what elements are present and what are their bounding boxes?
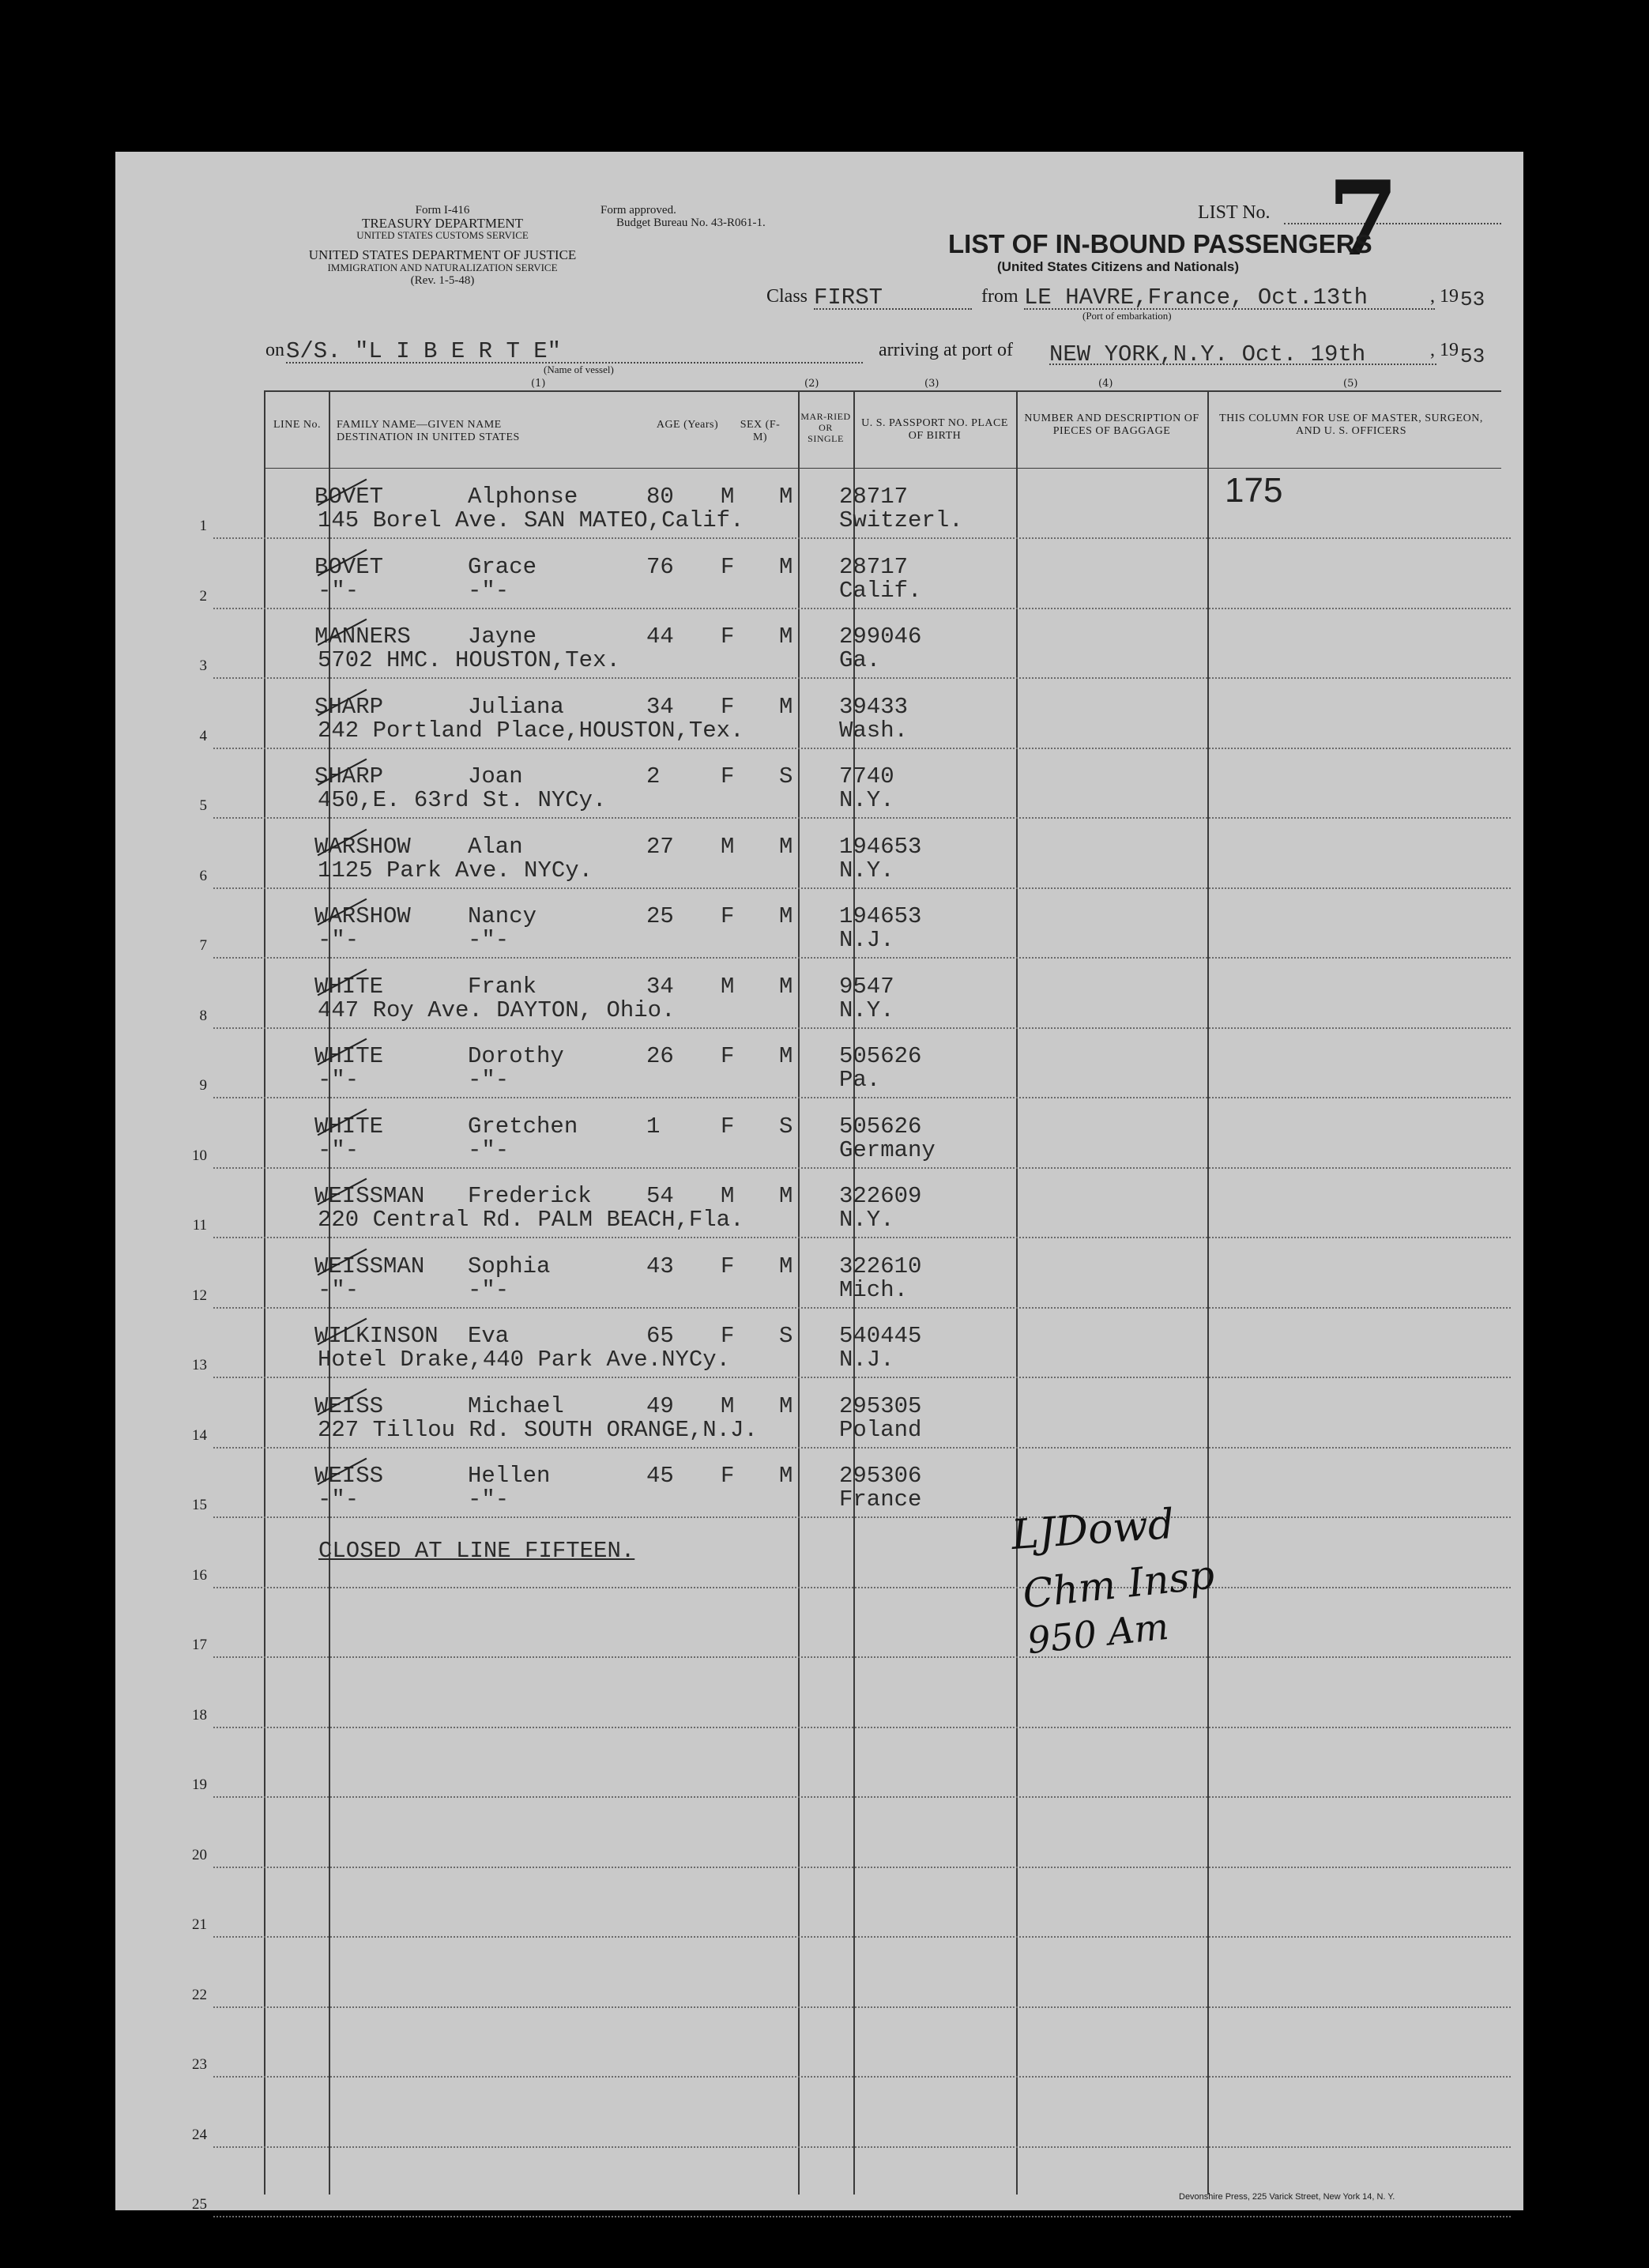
age: 65 [646,1323,674,1349]
place-of-birth: Calif. [839,577,922,604]
passport-number: 295306 [839,1463,922,1489]
line-number: 25 [192,2196,207,2213]
class-line [814,308,972,310]
marital-status: S [779,763,793,789]
ins-service: IMMIGRATION AND NATURALIZATION SERVICE [327,262,558,273]
family-name: WEISS [314,1392,384,1419]
destination: 227 Tillou Rd. SOUTH ORANGE,N.J. [318,1416,758,1443]
age: 34 [646,973,674,1000]
col-number-5: (5) [1343,378,1358,390]
marital-status: M [779,833,793,860]
family-name: WEISSMAN [314,1183,425,1209]
row-rule [213,677,1511,680]
place-of-birth: Mich. [839,1276,909,1303]
line-number: 11 [192,1217,207,1234]
line-number: 5 [199,797,207,814]
sex: F [721,1253,735,1279]
marital-status: M [779,1463,793,1489]
age: 27 [646,833,674,860]
table-top-border [264,390,1501,392]
line-number: 12 [192,1287,207,1304]
row-rule [213,2216,1511,2218]
place-of-birth: N.Y. [839,787,894,813]
year-value-2: 53 [1460,345,1485,368]
header-bottom-border [264,468,1501,469]
vessel-caption: (Name of vessel) [544,364,614,375]
family-name: WHITE [314,1113,384,1140]
sex: F [721,1463,735,1489]
passport-number: 194653 [839,903,922,929]
passport-number: 505626 [839,1043,922,1069]
given-name: Alan [468,833,523,860]
age: 26 [646,1043,674,1069]
family-name: SHARP [314,763,384,789]
vessel-value: S/S. "L I B E R T E" [286,338,562,364]
marital-status: M [779,693,793,720]
age: 45 [646,1463,674,1489]
sex: F [721,1043,735,1069]
on-label: on [265,340,284,360]
marital-status: M [779,1253,793,1279]
year-label-1: , 19 [1430,286,1459,307]
row-rule [213,2146,1511,2149]
header-sex: SEX (F-M) [740,419,781,443]
closed-note: CLOSED AT LINE FIFTEEN. [318,1538,635,1564]
given-name: Joan [468,763,523,789]
marital-status: M [779,1043,793,1069]
destination: 220 Central Rd. PALM BEACH,Fla. [318,1207,744,1233]
arriving-value: NEW YORK,N.Y. Oct. 19th [1049,341,1366,367]
line-number: 19 [192,1776,207,1793]
line-number: 22 [192,1986,207,2003]
row-rule [213,1936,1511,1938]
family-name: MANNERS [314,624,411,650]
line-number: 3 [199,657,207,674]
year-value-1: 53 [1460,288,1485,311]
family-name: WHITE [314,973,384,1000]
line-number: 15 [192,1497,207,1513]
row-rule [213,957,1511,959]
row-rule [213,608,1511,610]
destination: -"- [318,1276,360,1303]
row-rule [213,1727,1511,1729]
line-number: 6 [199,867,207,884]
line-number: 9 [199,1077,207,1094]
destination-ditto: -"- [468,1136,510,1163]
given-name: Grace [468,553,537,580]
row-rule [213,887,1511,890]
header-baggage: NUMBER AND DESCRIPTION OF PIECES OF BAGGAGE [1024,413,1199,437]
marital-status: M [779,553,793,580]
baggage-col-divider [1016,390,1018,2195]
passport-number: 28717 [839,484,909,510]
row-rule [213,1796,1511,1799]
col-number-4: (4) [1098,378,1113,390]
place-of-birth: France [839,1486,922,1513]
line-number: 7 [199,937,207,954]
arriving-line [1049,364,1436,365]
family-name: SHARP [314,693,384,720]
age: 80 [646,484,674,510]
sex: M [721,833,735,860]
age: 44 [646,624,674,650]
row-rule [213,1587,1511,1589]
line-number: 23 [192,2056,207,2073]
age: 76 [646,553,674,580]
destination-ditto: -"- [468,1276,510,1303]
passport-number: 39433 [839,693,909,720]
place-of-birth: Poland [839,1416,922,1443]
given-name: Sophia [468,1253,551,1279]
family-name: WARSHOW [314,833,411,860]
sex: F [721,553,735,580]
passport-number: 505626 [839,1113,922,1140]
line-number: 16 [192,1566,207,1584]
row-rule [213,1027,1511,1030]
class-label: Class [766,286,808,307]
from-label: from [981,286,1018,307]
header-age: AGE (Years) [656,419,719,431]
place-of-birth: N.J. [839,1347,894,1373]
page-title: LIST OF IN-BOUND PASSENGERS [948,229,1372,258]
given-name: Jayne [468,624,537,650]
destination-ditto: -"- [468,577,510,604]
row-rule [213,1516,1511,1519]
header-line-no: LINE No. [273,419,321,431]
year-label-2: , 19 [1430,340,1459,360]
destination: -"- [318,1136,360,1163]
marital-status: M [779,1183,793,1209]
signature-title: Chm Insp [1020,1551,1217,1618]
marital-status: S [779,1113,793,1140]
destination: 145 Borel Ave. SAN MATEO,Calif. [318,507,744,533]
place-of-birth: Germany [839,1136,936,1163]
sex: F [721,1113,735,1140]
married-col-divider-left [798,390,800,2195]
row-rule [213,1167,1511,1170]
line-number: 2 [199,587,207,605]
marital-status: M [779,484,793,510]
sex: F [721,693,735,720]
given-name: Hellen [468,1463,551,1489]
marital-status: M [779,624,793,650]
place-of-birth: Switzerl. [839,507,963,533]
given-name: Nancy [468,903,537,929]
header-married: MAR-RIED OR SINGLE [800,411,851,444]
row-rule [213,2076,1511,2078]
passport-number: 540445 [839,1323,922,1349]
place-of-birth: N.Y. [839,996,894,1023]
place-of-birth: N.Y. [839,1207,894,1233]
marital-status: S [779,1323,793,1349]
age: 25 [646,903,674,929]
signature-name: LJDowd [1010,1500,1177,1560]
place-of-birth: N.Y. [839,857,894,883]
place-of-birth: Ga. [839,647,881,673]
family-name: WILKINSON [314,1323,439,1349]
sex: F [721,624,735,650]
age: 1 [646,1113,661,1140]
destination: 447 Roy Ave. DAYTON, Ohio. [318,996,676,1023]
line-number: 21 [192,1916,207,1933]
line-number: 18 [192,1706,207,1724]
age: 2 [646,763,661,789]
destination-ditto: -"- [468,1067,510,1093]
row-rule [213,1097,1511,1099]
passport-number: 299046 [839,624,922,650]
row-rule [213,1377,1511,1379]
line-number: 8 [199,1007,207,1024]
destination: Hotel Drake,440 Park Ave.NYCy. [318,1347,731,1373]
line-number: 4 [199,727,207,744]
family-name: WARSHOW [314,903,411,929]
row-rule [213,748,1511,750]
passport-number: 7740 [839,763,894,789]
passport-number: 295305 [839,1392,922,1419]
marital-status: M [779,973,793,1000]
line-number: 17 [192,1637,207,1653]
destination: 5702 HMC. HOUSTON,Tex. [318,647,620,673]
officer-mark: 175 [1225,471,1283,510]
given-name: Juliana [468,693,564,720]
family-name: WEISSMAN [314,1253,425,1279]
sex: F [721,763,735,789]
place-of-birth: Wash. [839,717,909,744]
manifest-page [115,152,1523,2210]
line-number: 14 [192,1426,207,1444]
destination: -"- [318,927,360,953]
row-rule [213,1867,1511,1869]
header-passport: U. S. PASSPORT NO. PLACE OF BIRTH [861,417,1008,442]
table-left-border [264,390,265,2195]
header-name: FAMILY NAME—GIVEN NAME [337,419,502,431]
destination: 242 Portland Place,HOUSTON,Tex. [318,717,744,744]
line-number: 24 [192,2126,207,2143]
row-rule [213,817,1511,819]
signature-time: 950 Am [1025,1604,1171,1663]
header-destination: DESTINATION IN UNITED STATES [337,431,520,443]
officers-col-divider [1207,390,1209,2195]
line-number: 13 [192,1357,207,1373]
passport-number: 194653 [839,833,922,860]
port-embark-caption: (Port of embarkation) [1082,310,1172,322]
destination: 450,E. 63rd St. NYCy. [318,787,607,813]
row-rule [213,2006,1511,2009]
sex: M [721,484,735,510]
sex: F [721,903,735,929]
destination: -"- [318,1486,360,1513]
passport-number: 322610 [839,1253,922,1279]
passport-number: 322609 [839,1183,922,1209]
header-officers: THIS COLUMN FOR USE OF MASTER, SURGEON, AND U. S. OFFICERS [1219,413,1483,437]
family-name: BOVET [314,484,384,510]
destination: 1125 Park Ave. NYCy. [318,857,593,883]
marital-status: M [779,1392,793,1419]
col-number-1: (1) [531,378,546,390]
printer-footer: Devonshire Press, 225 Varick Street, New York 14, N. Y. [1179,2192,1395,2202]
revision: (Rev. 1-5-48) [410,274,475,287]
budget-bureau: Budget Bureau No. 43-R061-1. [616,217,766,229]
destination-ditto: -"- [468,927,510,953]
marital-status: M [779,903,793,929]
family-name: WEISS [314,1463,384,1489]
sex: F [721,1323,735,1349]
passport-number: 9547 [839,973,894,1000]
given-name: Frederick [468,1183,592,1209]
family-name: WHITE [314,1043,384,1069]
col-number-3: (3) [924,378,939,390]
place-of-birth: Pa. [839,1067,881,1093]
age: 49 [646,1392,674,1419]
given-name: Michael [468,1392,564,1419]
given-name: Frank [468,973,537,1000]
destination: -"- [318,1067,360,1093]
list-number: 7 [1327,158,1399,279]
from-value: LE HAVRE,France, Oct.13th [1024,284,1369,311]
sex: M [721,1392,735,1419]
row-rule [213,1447,1511,1449]
destination: -"- [318,577,360,604]
class-value: FIRST [814,284,883,311]
page-subtitle: (United States Citizens and Nationals) [997,259,1240,274]
place-of-birth: N.J. [839,927,894,953]
line-number: 1 [199,518,207,534]
row-rule [213,1237,1511,1239]
line-number: 10 [192,1147,207,1164]
passport-number: 28717 [839,553,909,580]
given-name: Alphonse [468,484,578,510]
sex: M [721,1183,735,1209]
row-rule [213,1307,1511,1309]
given-name: Eva [468,1323,510,1349]
customs-service: UNITED STATES CUSTOMS SERVICE [356,229,529,241]
treasury-dept: TREASURY DEPARTMENT [361,216,524,231]
given-name: Gretchen [468,1113,578,1140]
list-no-label: LIST No. [1198,202,1271,223]
justice-dept: UNITED STATES DEPARTMENT OF JUSTICE [308,247,577,262]
given-name: Dorothy [468,1043,564,1069]
destination-ditto: -"- [468,1486,510,1513]
form-number: Form I-416 [415,204,470,217]
age: 43 [646,1253,674,1279]
family-name: BOVET [314,553,384,580]
col-number-2: (2) [804,378,819,390]
row-rule [213,1656,1511,1659]
age: 54 [646,1183,674,1209]
line-number: 20 [192,1846,207,1863]
sex: M [721,973,735,1000]
form-approved: Form approved. [600,204,676,217]
age: 34 [646,693,674,720]
arriving-label: arriving at port of [879,340,1013,360]
row-rule [213,537,1511,540]
